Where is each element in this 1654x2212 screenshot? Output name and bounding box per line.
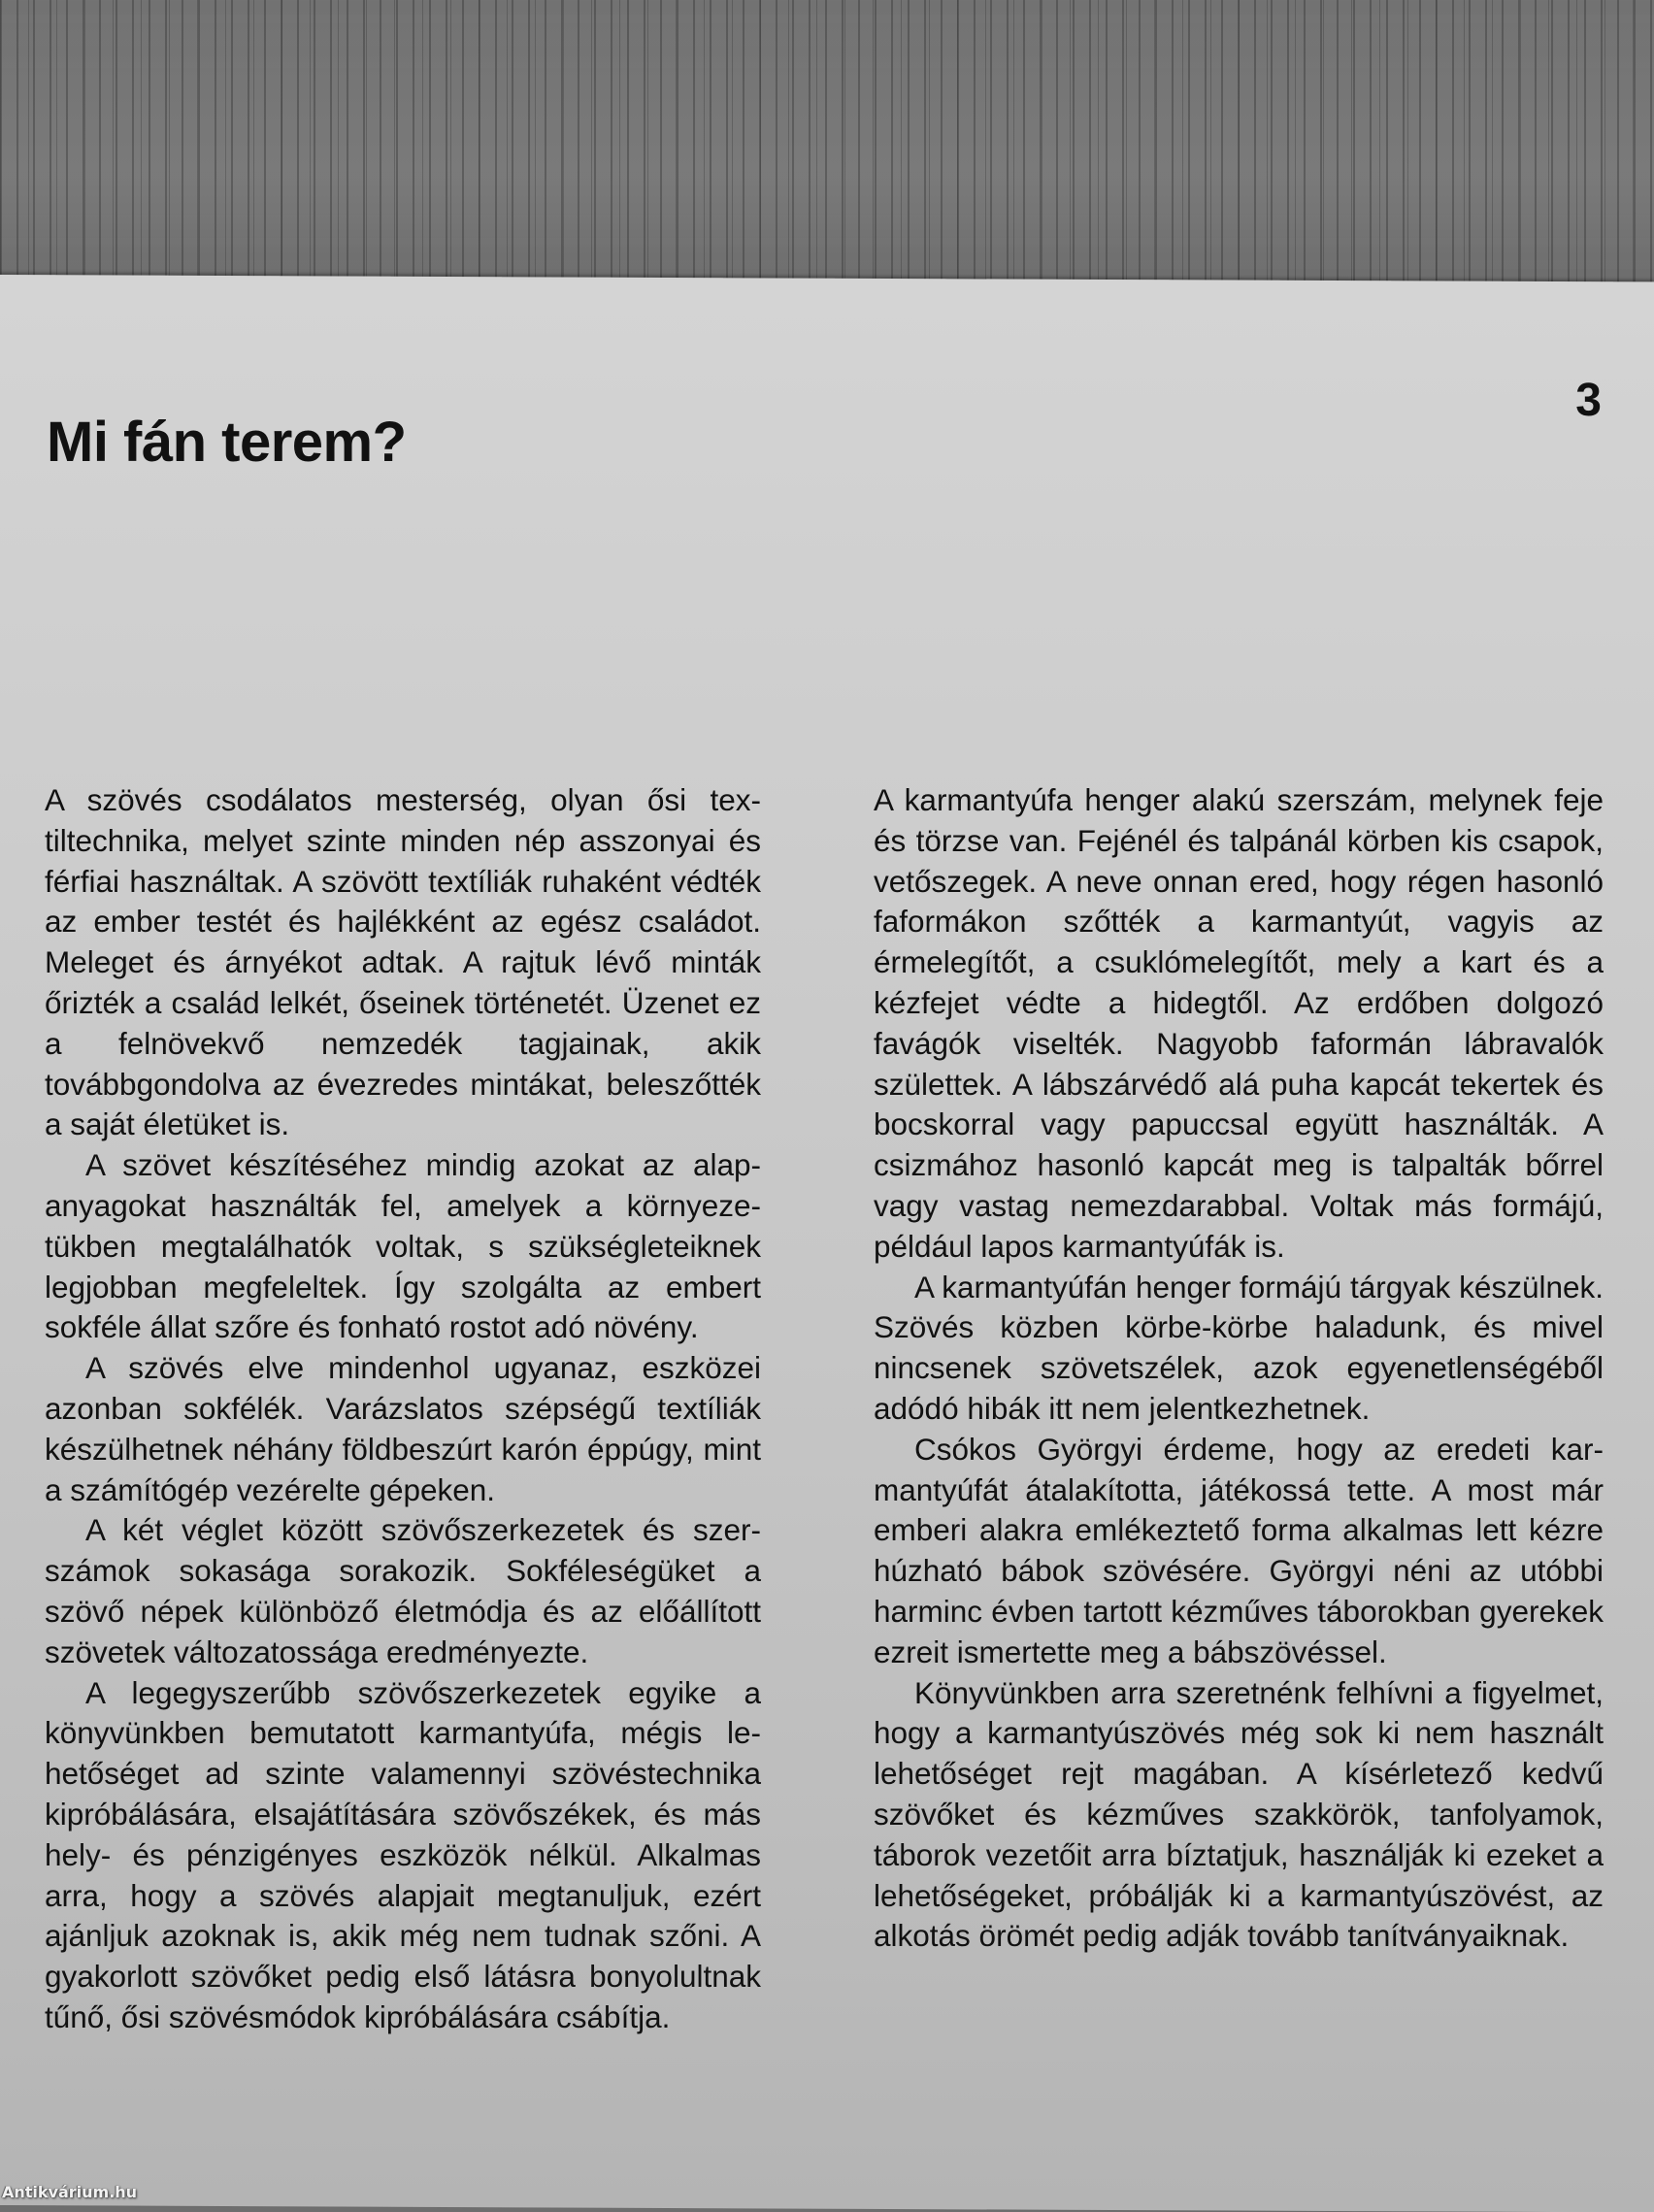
paragraph: A szövés elve mindenhol ugyanaz, eszközei azonban sokfélék. Varázslatos szépségű textíliák készülhetnek néhány földbeszúrt karón éppúgy, mint a számítógép vezérelte gépeken. — [45, 1350, 761, 1507]
paragraph: A szövet készítéséhez mindig azokat az alapanyagokat használták fel, amelyek a környezetükben megtalálhatók voltak, s szükségleteiknek legjobban megfeleltek. Így szolgálta az embert sokféle állat szőre és fonható rostot adó növény. — [45, 1147, 761, 1345]
paragraph: A karmantyúfa henger alakú szerszám, melynek feje és törzse van. Fejénél és talpánál körben kis csapok, vetőszegek. A neve onnan ered, hogy régen hasonló faformákon szőtték a karmantyút, vagyis az érmelegítőt, a csuklómelegítőt, mely a kart és a kézfejet védte a hidegtől. Az erdőben dolgozó favágók viselték. Nagyobb faformán lábravalók születtek. A lábszárvédő alá puha kapcát tekertek és bocskorral vagy papuccsal együtt használták. A csizmához hasonló kapcát meg is talpalták bőrrel vagy vastag nemezdarabbal. Voltak más formájú, például lapos karmantyúfák is. — [874, 782, 1604, 1264]
watermark-logo: Antikvárium.hu — [2, 2183, 138, 2201]
paragraph: Csókos Györgyi érdeme, hogy az eredeti karmantyúfát átalakította, játékossá tette. A most már emberi alakra emlékeztető forma alkalmas lett kézre húzható bábok szövésére. Györgyi néni az utóbbi harminc évben tartott kézműves táborokban gyerekek ezreit ismertette meg a bábszövéssel. — [874, 1431, 1604, 1669]
wooden-table-background — [0, 0, 1654, 291]
right-column — [874, 780, 1604, 1957]
paragraph: Könyvünkben arra szeretnénk felhívni a figyelmet, hogy a karmantyúszövés még sok ki nem használt lehetőséget rejt magában. A kísérletező kedvű szövőket és kézműves szakkörök, tanfolyamok, táborok vezetőit arra bíztatjuk, használják ki ezeket a lehetőségeket, próbálják ki a karmantyúszövést, az alkotás örömét pedig adják tovább tanítványaiknak. — [874, 1674, 1604, 1954]
left-column — [45, 780, 761, 2038]
page-number: 3 — [1575, 375, 1602, 426]
page-title: Mi fán terem? — [47, 410, 407, 474]
paragraph: A karmantyúfán henger formájú tárgyak készülnek. Szövés közben körbe-körbe haladunk, és mivel nincsenek szövetszélek, azok egyenetlenségéből adódó hibák itt nem jelentkezhetnek. — [874, 1269, 1604, 1426]
paragraph: A két véglet között szövőszerkezetek és szerszámok sokasága sorakozik. Sokféleségüket a szövő népek különböző életmódja és az előállított szövetek változatossága eredményezte. — [45, 1512, 761, 1669]
paragraph: A szövés csodálatos mesterség, olyan ősi textiltechnika, melyet szinte minden nép asszonyai és férfiai használtak. A szövött textíliák ruhaként védték az ember testét és hajlékként az egész családot. Meleget és árnyékot adtak. A rajtuk lévő minták őrizték a család lelkét, őseinek történetét. Üzenet ez a felnövekvő nemzedék tagjainak, akik továbbgondolva az évezredes mintákat, beleszőtték a saját életüket is. — [45, 782, 761, 1142]
paragraph: A legegyszerűbb szövőszerkezetek egyike a könyvünkben bemutatott karmantyúfa, mégis lehetőséget ad szinte valamennyi szövéstechnika kipróbálására, elsajátítására szövőszékek, és más hely- és pénzigényes eszközök nélkül. Alkalmas arra, hogy a szövés alapjait megtanuljuk, ezért ajánljuk azoknak is, akik még nem tudnak szőni. A gyakorlott szövőket pedig első látásra bonyolultnak tűnő, ősi szövésmódok kipróbálására csábítja. — [45, 1674, 761, 2034]
book-page — [0, 275, 1654, 2212]
